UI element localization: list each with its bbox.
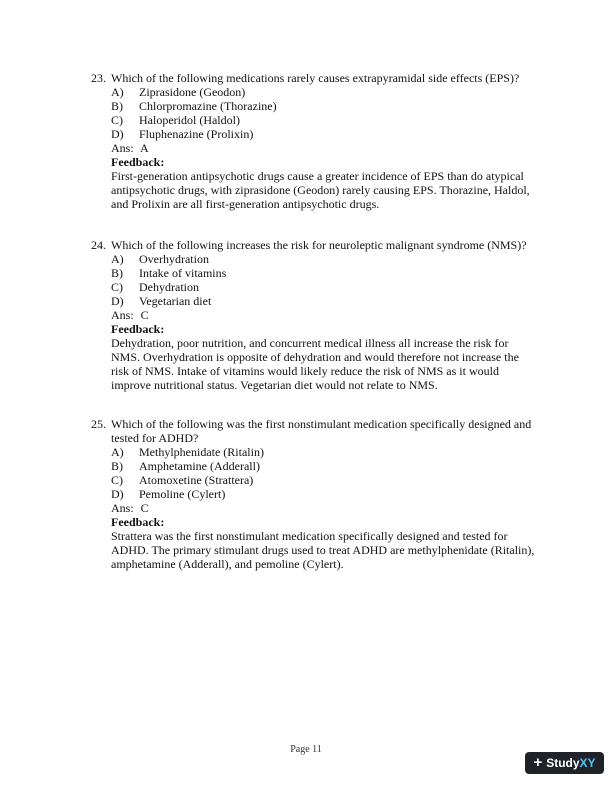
feedback-line: antipsychotic drugs, with ziprasidone (Geodon) rarely causing EPS. Thorazine, Haldol,: [111, 183, 530, 197]
option-text: Ziprasidone (Geodon): [139, 85, 246, 99]
option-letter: C): [111, 113, 123, 127]
option-a: [111, 85, 541, 99]
option-letter: D): [111, 294, 124, 308]
option-letter: B): [111, 459, 123, 473]
feedback-line: NMS. Overhydration is opposite of dehydration and would therefore not increase the: [111, 350, 519, 364]
feedback-line: improve nutritional status. Vegetarian diet would not relate to NMS.: [111, 378, 438, 392]
option-b: [111, 459, 541, 473]
option-d: [111, 487, 541, 501]
question-24: [91, 238, 541, 392]
page-number: Page 11: [290, 744, 322, 755]
option-text: Haloperidol (Haldol): [139, 113, 240, 127]
question-text: [111, 417, 541, 445]
option-c: [111, 280, 541, 294]
option-text: Chlorpromazine (Thorazine): [139, 99, 277, 113]
answer-value: C: [140, 501, 149, 515]
option-letter: A): [111, 85, 124, 99]
option-letter: C): [111, 473, 123, 487]
question-text: Which of the following medications rarely causes extrapyramidal side effects (EPS)?: [111, 71, 520, 85]
studyxy-badge[interactable]: [525, 752, 604, 774]
feedback-label: Feedback:: [111, 515, 165, 529]
option-c: [111, 473, 541, 487]
feedback-line: Strattera was the first nonstimulant medication specifically designed and tested for: [111, 529, 508, 543]
answer-value: A: [140, 141, 149, 155]
option-a: [111, 252, 541, 266]
question-body: [111, 252, 541, 392]
question-stem: [91, 238, 541, 252]
option-letter: D): [111, 127, 124, 141]
feedback-label: Feedback:: [111, 322, 165, 336]
option-text: Amphetamine (Adderall): [139, 459, 260, 473]
question-stem: [91, 71, 541, 85]
question-stem: [91, 417, 541, 445]
feedback-line: amphetamine (Adderall), and pemoline (Cylert).: [111, 557, 344, 571]
option-a: [111, 445, 541, 459]
feedback-line: Dehydration, poor nutrition, and concurrent medical illness all increase the risk for: [111, 336, 509, 350]
option-text: Pemoline (Cylert): [139, 487, 226, 501]
option-b: [111, 99, 541, 113]
option-text: Fluphenazine (Prolixin): [139, 127, 254, 141]
option-letter: A): [111, 252, 124, 266]
question-text-line: Which of the following was the first nonstimulant medication specifically designed and: [111, 417, 532, 431]
option-text: Dehydration: [139, 280, 199, 294]
option-letter: A): [111, 445, 124, 459]
option-text: Vegetarian diet: [139, 294, 212, 308]
question-number: 24.: [91, 238, 106, 252]
question-text-line: tested for ADHD?: [111, 431, 199, 445]
option-text: Atomoxetine (Strattera): [139, 473, 254, 487]
feedback-label: Feedback:: [111, 155, 165, 169]
option-text: Overhydration: [139, 252, 209, 266]
plus-icon: +: [533, 754, 543, 771]
badge-brand-main: Study: [546, 756, 580, 770]
answer-line: [111, 308, 541, 322]
badge-brand-accent: XY: [579, 756, 596, 770]
option-text: Methylphenidate (Ritalin): [139, 445, 264, 459]
question-number: 23.: [91, 71, 106, 85]
question-number: 25.: [91, 417, 106, 431]
option-letter: D): [111, 487, 124, 501]
option-c: [111, 113, 541, 127]
answer-line: [111, 141, 541, 155]
option-d: [111, 127, 541, 141]
question-body: [111, 445, 541, 571]
answer-label: Ans:: [111, 308, 134, 322]
question-text: Which of the following increases the risk for neuroleptic malignant syndrome (NMS)?: [111, 238, 527, 252]
answer-label: Ans:: [111, 501, 134, 515]
feedback-line: First-generation antipsychotic drugs cause a greater incidence of EPS than do atypical: [111, 169, 524, 183]
option-letter: B): [111, 266, 123, 280]
option-d: [111, 294, 541, 308]
option-letter: C): [111, 280, 123, 294]
feedback-line: ADHD. The primary stimulant drugs used to treat ADHD are methylphenidate (Ritalin),: [111, 543, 535, 557]
feedback-line: risk of NMS. Intake of vitamins would likely reduce the risk of NMS as it would: [111, 364, 499, 378]
option-b: [111, 266, 541, 280]
option-letter: B): [111, 99, 123, 113]
question-23: [91, 71, 541, 211]
answer-line: [111, 501, 541, 515]
option-text: Intake of vitamins: [139, 266, 227, 280]
question-body: [111, 85, 541, 211]
feedback-line: and Prolixin are all first-generation antipsychotic drugs.: [111, 197, 380, 211]
answer-label: Ans:: [111, 141, 134, 155]
answer-value: C: [140, 308, 149, 322]
question-25: [91, 417, 541, 571]
